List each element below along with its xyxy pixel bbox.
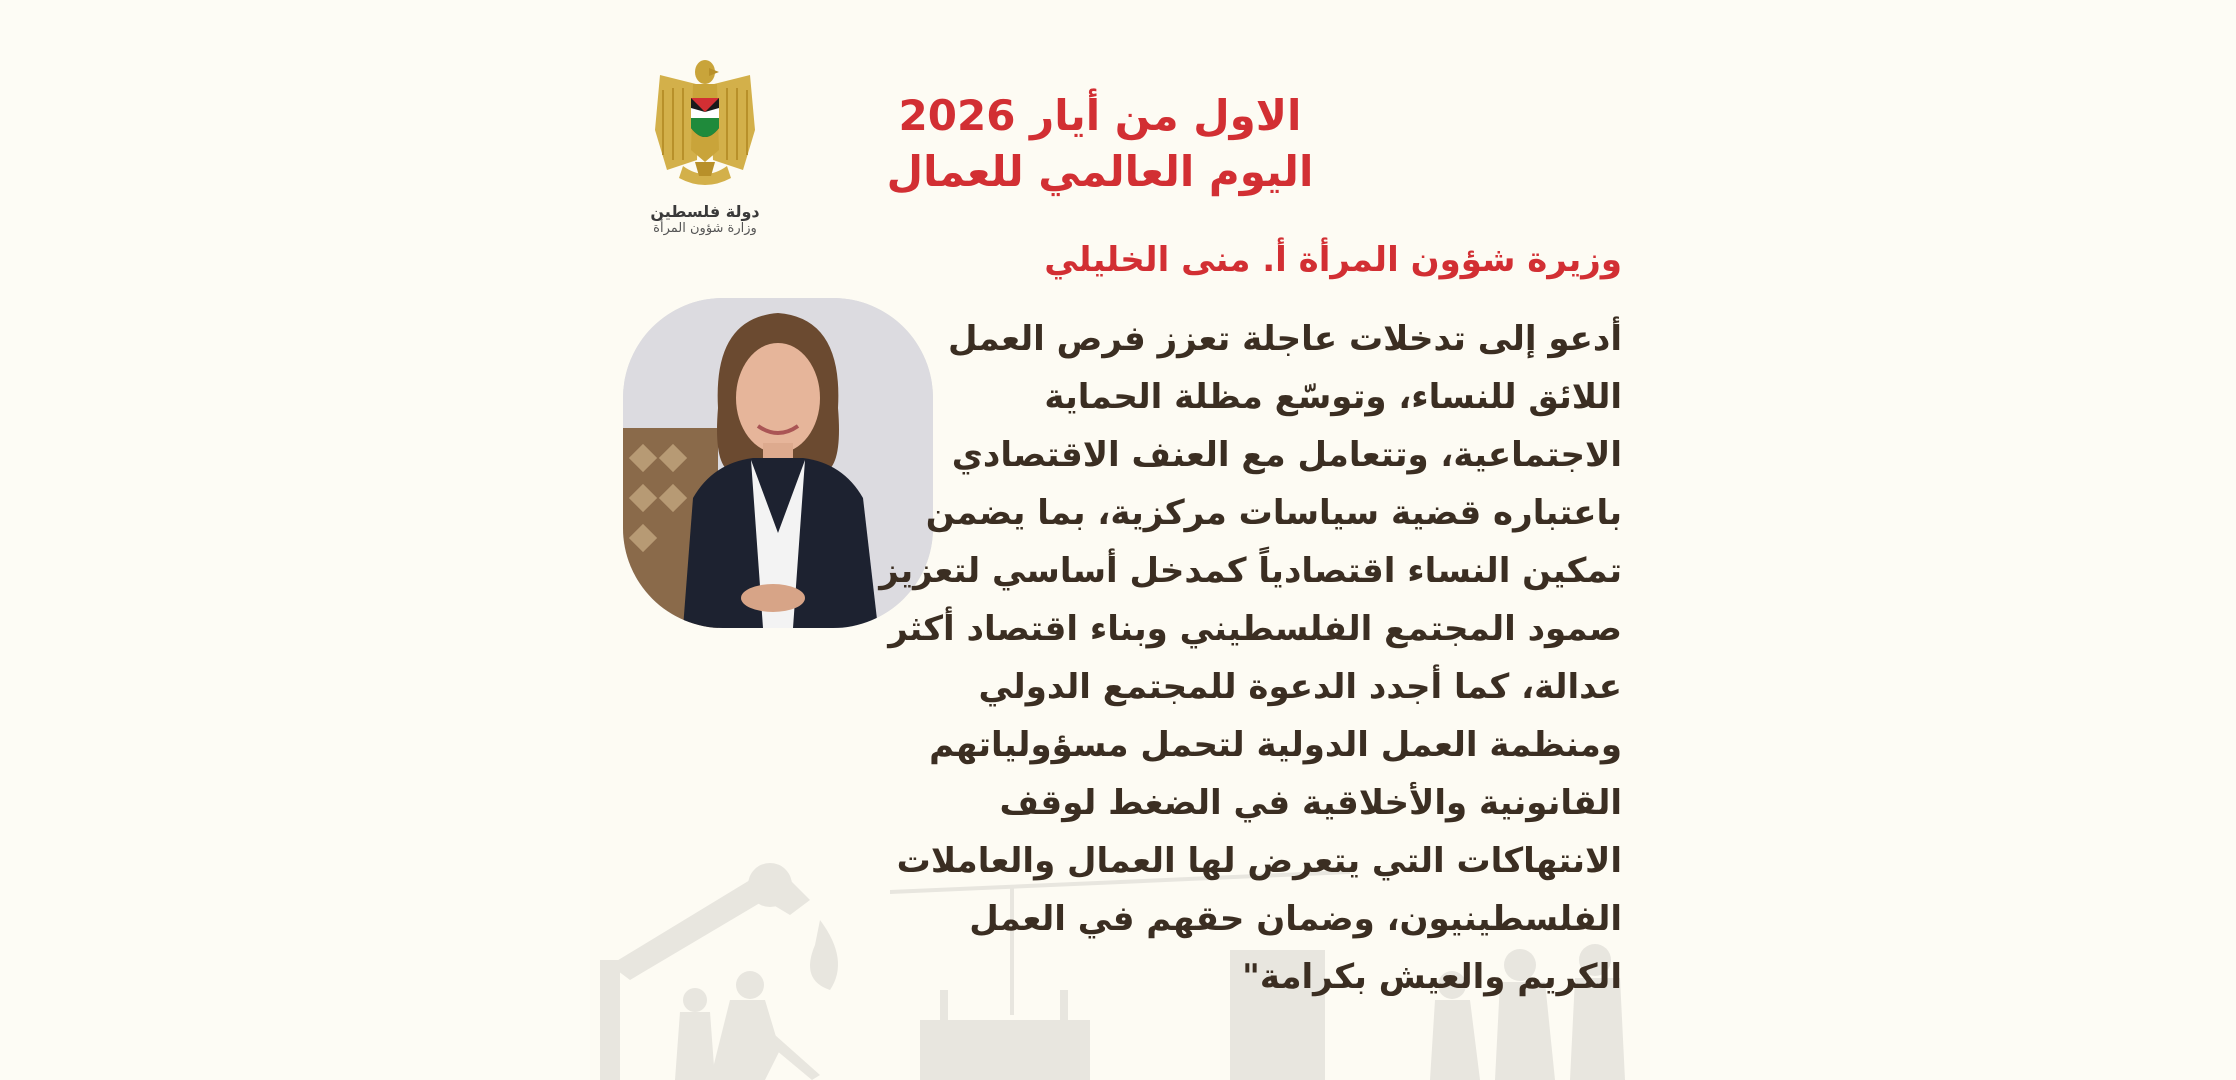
logo-state-name: دولة فلسطين [650,202,760,221]
quote-line: ومنظمة العمل الدولية لتحمل مسؤولياتهم [929,725,1622,765]
quote-line: الفلسطينيون، وضمان حقهم في العمل [969,899,1622,939]
quote-line: الانتهاكات التي يتعرض لها العمال والعاملات [896,841,1622,881]
event-date-title: الاول من أيار 2026 [898,91,1302,140]
quote-line: أدعو إلى تدخلات عاجلة تعزز فرص العمل [948,319,1622,359]
quote-line: باعتباره قضية سياسات مركزية، بما يضمن [925,493,1622,533]
eagle-emblem-icon [645,50,765,200]
quote-line: الكريم والعيش بكرامة" [1242,957,1622,997]
quote-line: عدالة، كما أجدد الدعوة للمجتمع الدولي [978,667,1622,707]
quote-line: صمود المجتمع الفلسطيني وبناء اقتصاد أكثر [888,609,1622,649]
quote-text [879,310,1622,1006]
minister-name: وزيرة شؤون المرأة أ. منى الخليلي [1044,240,1622,280]
event-name-title: اليوم العالمي للعمال [886,147,1314,196]
quote-line: الاجتماعية، وتتعامل مع العنف الاقتصادي [951,435,1622,475]
ministry-logo [630,50,780,250]
title-block [870,88,1330,200]
quote-line: القانونية والأخلاقية في الضغط لوقف [999,783,1622,823]
quote-line: تمكين النساء اقتصادياً كمدخل أساسي لتعزيز [879,551,1622,591]
logo-ministry-name: وزارة شؤون المرأة [653,221,757,236]
quote-line: اللائق للنساء، وتوسّع مظلة الحماية [1044,377,1622,417]
poster [590,0,1650,1080]
